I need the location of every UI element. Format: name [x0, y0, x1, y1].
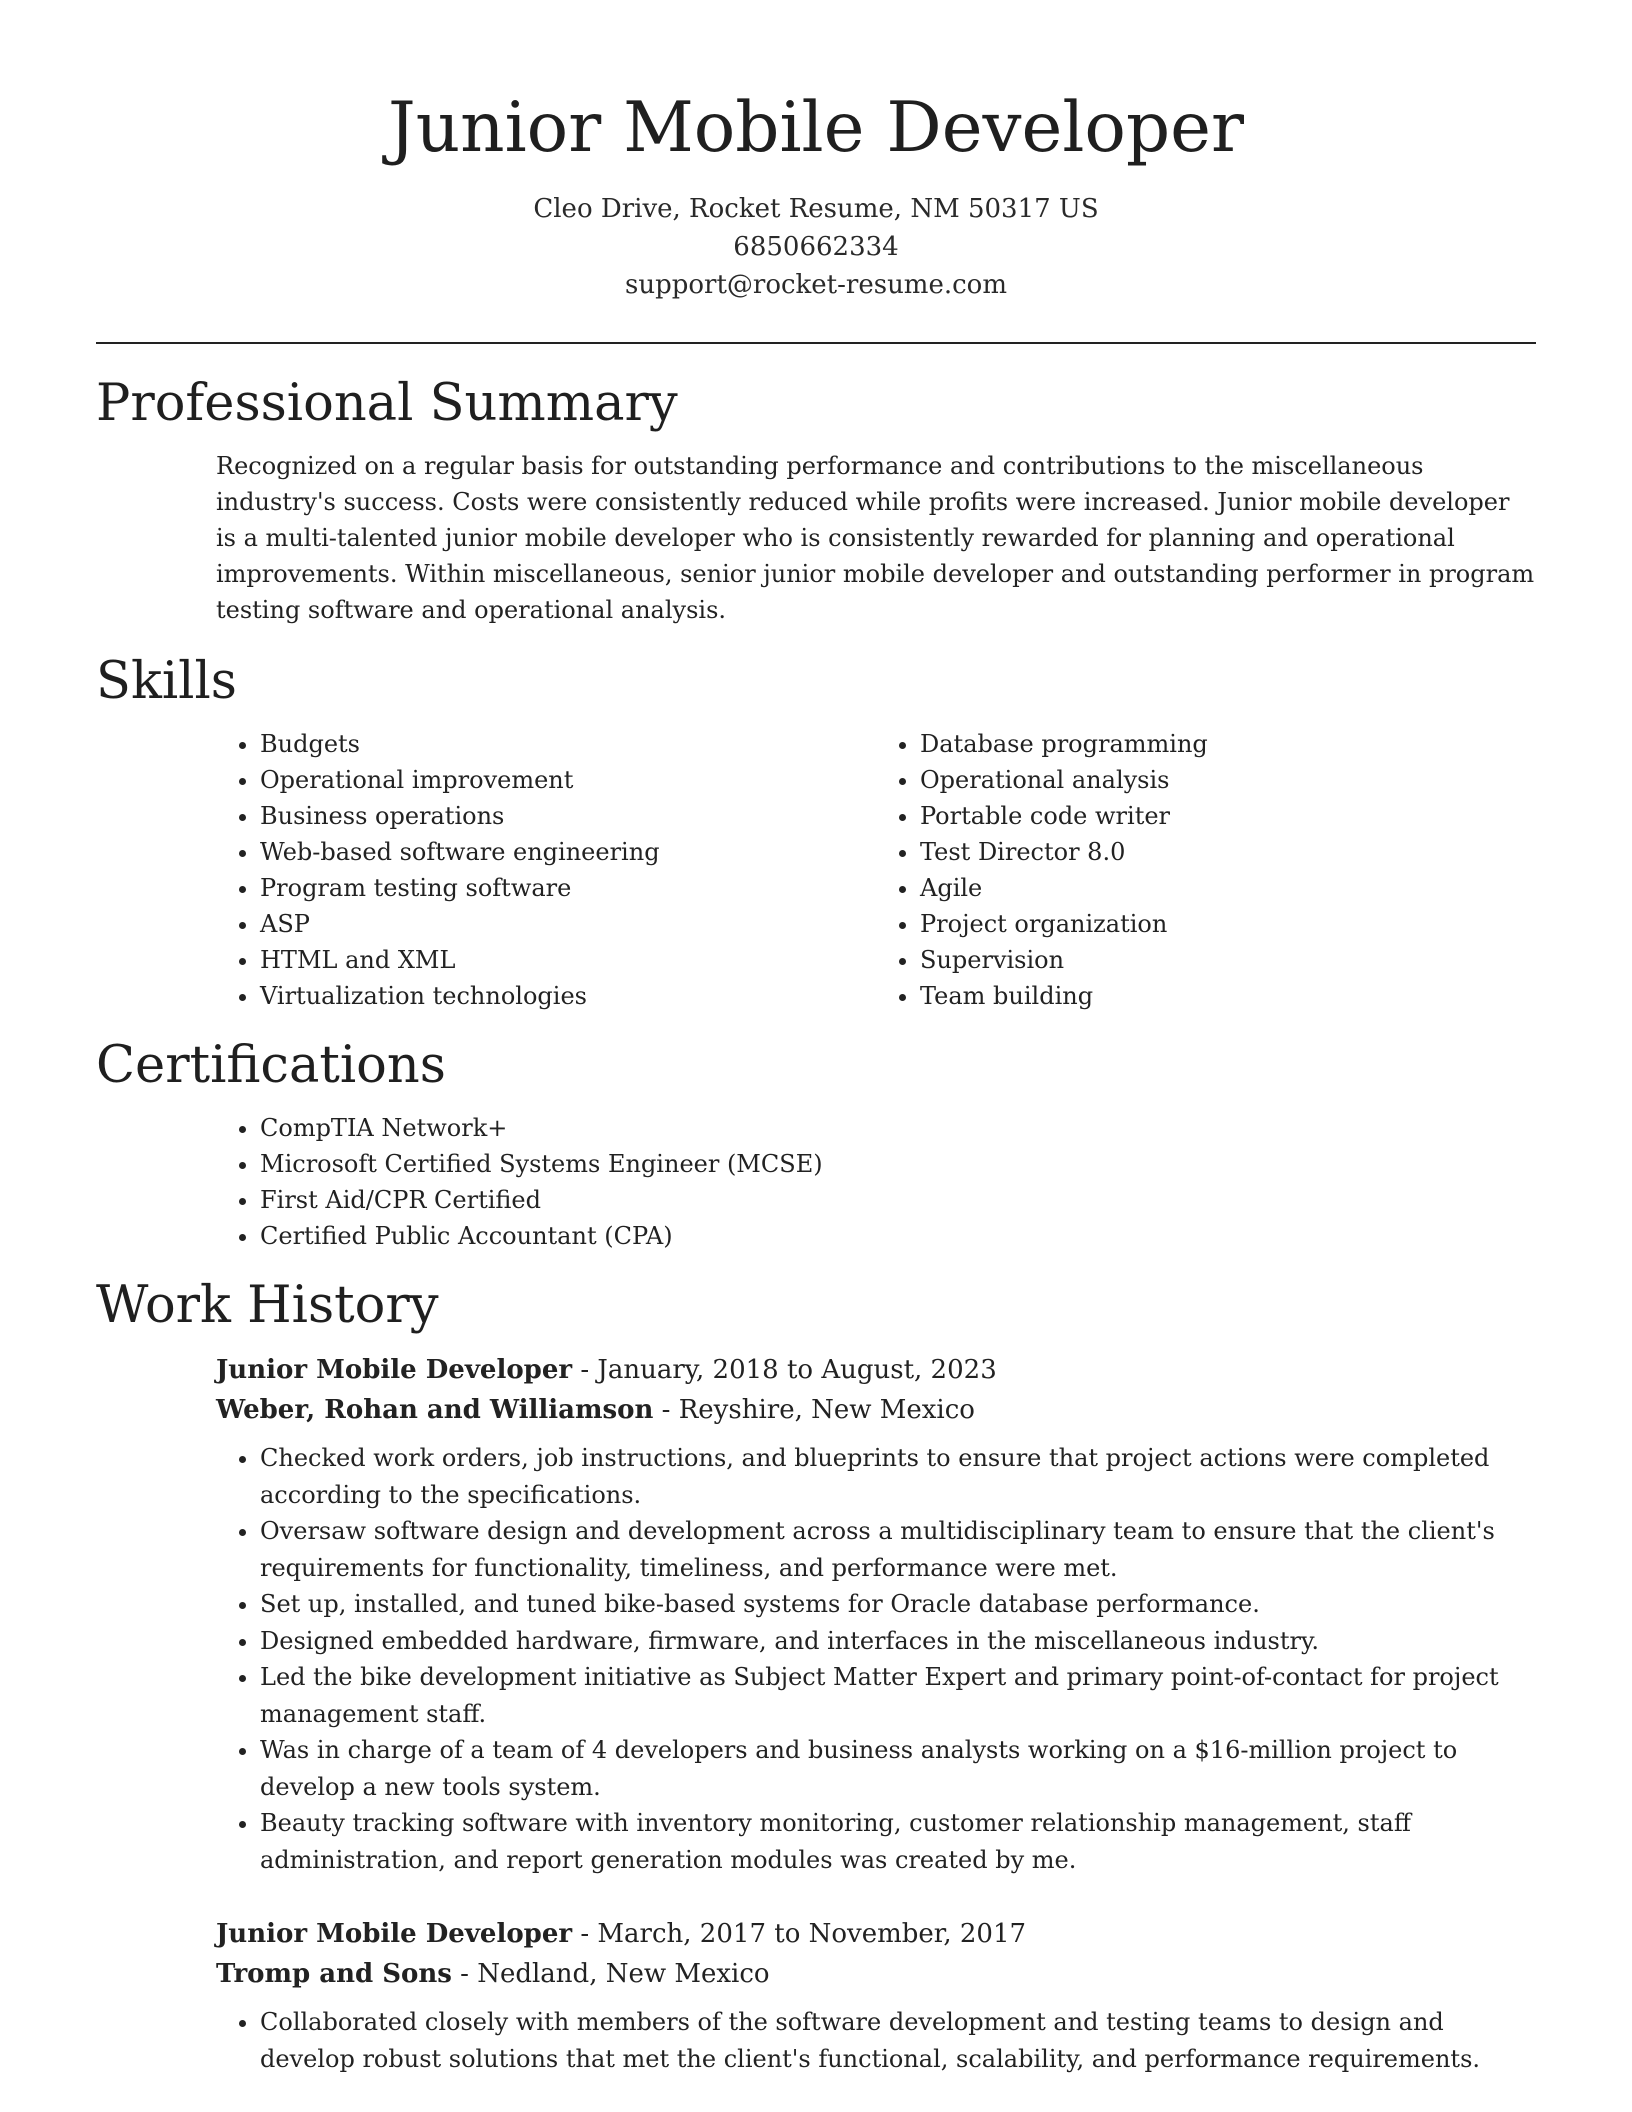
job-entry [216, 1350, 1536, 1878]
job-dates: - March, 2017 to November, 2017 [572, 1919, 1027, 1949]
job-company-line [216, 1954, 1536, 1994]
job-role: Junior Mobile Developer [216, 1919, 573, 1949]
job-role: Junior Mobile Developer [216, 1355, 573, 1385]
job-entry [216, 1914, 1536, 2077]
skill-item: • Team building [920, 978, 1536, 1014]
address-line: Cleo Drive, Rocket Resume, NM 50317 US [533, 194, 1099, 224]
certification-item: • Microsoft Certified Systems Engineer (MCSE) [260, 1146, 1536, 1182]
job-company-line [216, 1390, 1536, 1430]
skills-list-left [216, 726, 876, 1014]
candidate-name: Junior Mobile Developer [388, 88, 1244, 168]
skill-item: • Program testing software [260, 870, 876, 906]
section-title-summary: Professional Summary [96, 374, 678, 433]
skills-list-right [876, 726, 1536, 1014]
job-bullet: • Oversaw software design and development across a multidisciplinary team to ensure that the client's requirements for functionality, timeliness, and performance were met. [260, 1513, 1536, 1586]
skill-item: • Project organization [920, 906, 1536, 942]
job-bullet: • Was in charge of a team of 4 developers and business analysts working on a $16-million project to develop a new tools system. [260, 1732, 1536, 1805]
job-bullets [216, 1440, 1536, 1878]
job-bullet: • Set up, installed, and tuned bike-based systems for Oracle database performance. [260, 1586, 1536, 1623]
job-dates: - January, 2018 to August, 2023 [572, 1355, 997, 1385]
job-company: Weber, Rohan and Williamson [216, 1395, 654, 1425]
skill-item: • Operational improvement [260, 762, 876, 798]
skill-item: • Supervision [920, 942, 1536, 978]
skills-section [96, 652, 1536, 1014]
skill-item: • Virtualization technologies [260, 978, 876, 1014]
job-title-line [216, 1914, 1536, 1954]
job-company: Tromp and Sons [216, 1959, 452, 1989]
email-address: support@rocket-resume.com [624, 270, 1007, 300]
job-bullets [216, 2004, 1536, 2077]
job-title-line [216, 1350, 1536, 1390]
job-bullet: • Led the bike development initiative as Subject Matter Expert and primary point-of-contact for project management staff. [260, 1659, 1536, 1732]
resume-content [96, 374, 1536, 2077]
skill-item: • Agile [920, 870, 1536, 906]
summary-text: Recognized on a regular basis for outstanding performance and contributions to the miscellaneous industry's success. Costs were consistently reduced while profits were increased. Junior mobile developer is a multi-talented junior mobile developer who is consistently rewarded for planning and operational improvements. Within miscellaneous, senior junior mobile developer and outstanding performer in program testing software and operational analysis. [216, 452, 1535, 624]
skill-item: • ASP [260, 906, 876, 942]
certification-item: • First Aid/CPR Certified [260, 1182, 1536, 1218]
skills-grid [216, 726, 1536, 1014]
certification-item: • CompTIA Network+ [260, 1110, 1536, 1146]
work-history-section [96, 1276, 1536, 2077]
skill-item: • Test Director 8.0 [920, 834, 1536, 870]
phone-number: 6850662334 [733, 232, 899, 262]
skill-item: • HTML and XML [260, 942, 876, 978]
job-bullet: • Collaborated closely with members of the software development and testing teams to design and develop robust solutions that met the client's functional, scalability, and performance requirements. [260, 2004, 1536, 2077]
resume-header [0, 0, 1632, 304]
certifications-section [96, 1036, 1536, 1254]
job-bullet: • Designed embedded hardware, firmware, and interfaces in the miscellaneous industry. [260, 1623, 1536, 1660]
job-bullet: • Checked work orders, job instructions, and blueprints to ensure that project actions were completed according to the specifications. [260, 1440, 1536, 1513]
section-title-work-history: Work History [96, 1276, 439, 1335]
job-location: - Nedland, New Mexico [451, 1959, 770, 1989]
section-title-skills: Skills [96, 652, 237, 711]
job-bullet: • Beauty tracking software with inventory monitoring, customer relationship management, staff administration, and report generation modules was created by me. [260, 1805, 1536, 1878]
professional-summary-section [96, 374, 1536, 628]
skill-item: • Database programming [920, 726, 1536, 762]
skill-item: • Portable code writer [920, 798, 1536, 834]
skill-item: • Web-based software engineering [260, 834, 876, 870]
header-divider [96, 342, 1536, 344]
skill-item: • Business operations [260, 798, 876, 834]
skill-item: • Budgets [260, 726, 876, 762]
certifications-list [216, 1110, 1536, 1254]
skill-item: • Operational analysis [920, 762, 1536, 798]
certification-item: • Certified Public Accountant (CPA) [260, 1218, 1536, 1254]
contact-info [0, 190, 1632, 304]
job-location: - Reyshire, New Mexico [653, 1395, 975, 1425]
section-title-certifications: Certifications [96, 1036, 446, 1095]
